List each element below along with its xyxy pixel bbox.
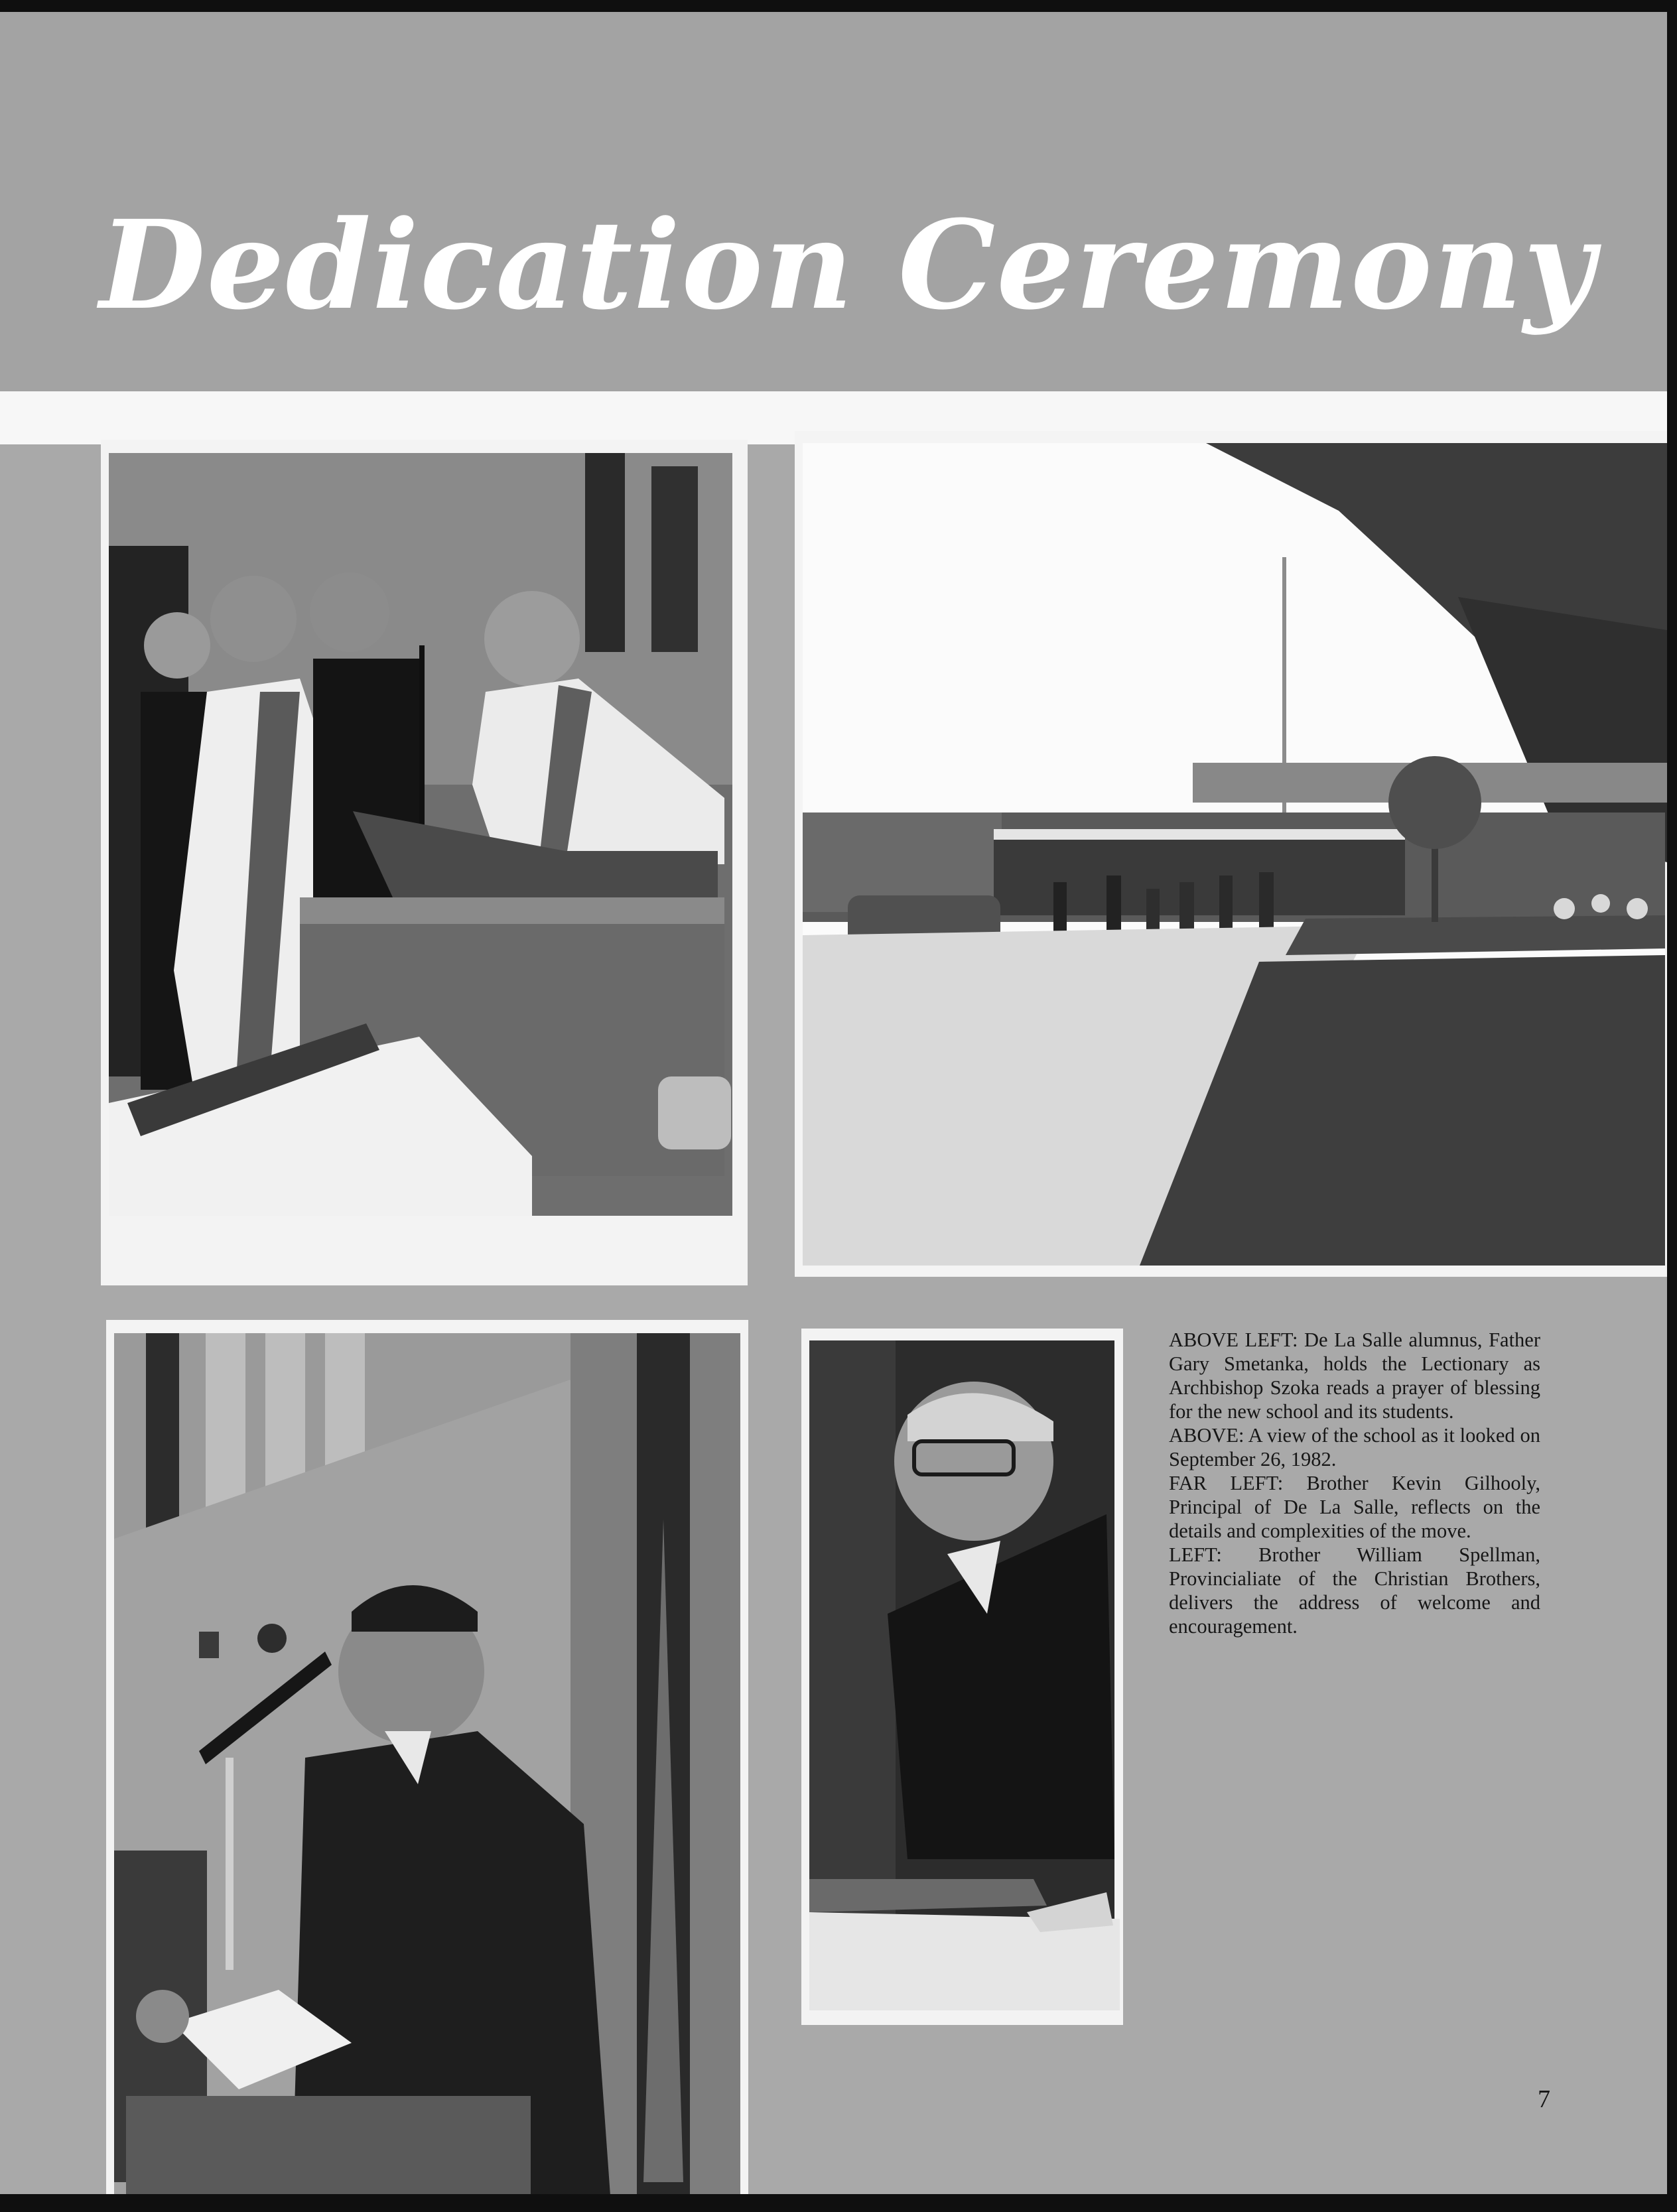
page-title: Dedication Ceremony	[100, 194, 1596, 337]
photo-archbishop-blessing	[101, 440, 748, 1285]
caption-above-left: ABOVE LEFT: De La Salle alumnus, Father Gary Smetanka, holds the Lectionary as Archbishop Szoka reads a prayer of blessing for the new school and its students.	[1169, 1329, 1540, 1423]
caption-far-left: FAR LEFT: Brother Kevin Gilhooly, Principal of De La Salle, reflects on the details and complexities of the move.	[1169, 1471, 1540, 1542]
photo-brother-spellman	[106, 1320, 748, 2194]
photo-brother-gilhooly-image	[801, 1329, 1123, 2025]
photo-archbishop-blessing-image	[101, 440, 748, 1285]
photo-brother-gilhooly	[801, 1329, 1123, 2025]
caption-above: ABOVE: A view of the school as it looked on September 26, 1982.	[1169, 1423, 1540, 1470]
yearbook-page	[0, 12, 1667, 2194]
header-band	[0, 12, 1667, 391]
photo-captions	[1169, 1329, 1540, 1639]
photo-brother-spellman-image	[106, 1320, 748, 2194]
page-number: 7	[1538, 2085, 1550, 2113]
caption-left: LEFT: Brother William Spellman, Provincialiate of the Christian Brothers, delivers the address of welcome and encouragement.	[1169, 1543, 1540, 1638]
photo-school-exterior	[795, 431, 1667, 1277]
photo-school-exterior-image	[795, 431, 1667, 1277]
